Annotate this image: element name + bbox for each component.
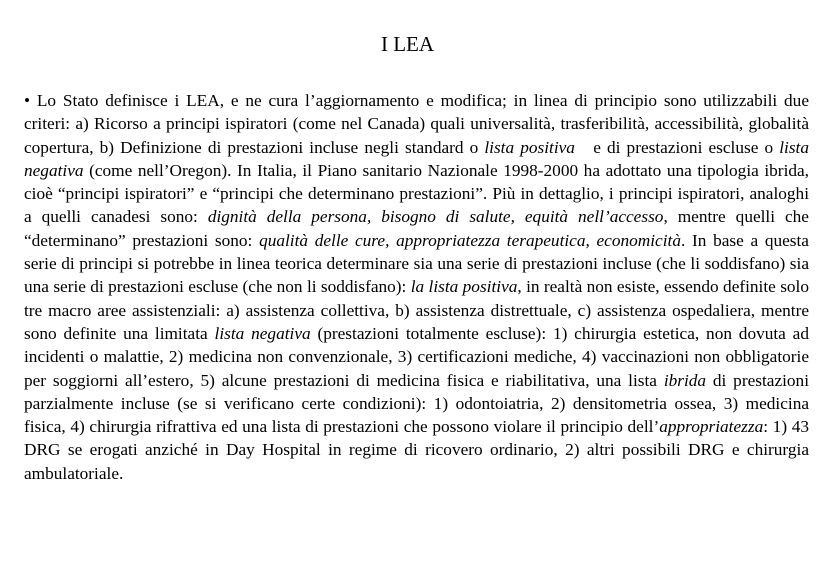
text-run: • Lo Stato definisce i LEA, e ne cura l’aggiornamento e modifica; in linea di principio sono utilizzabili due criteri: a) Ricorso a principi ispiratori (come nel Canada) quali universalità, trasferibilità, accessibilità, globalità copertura, b) Definizione di prestazioni incluse negli standard o xyxy=(24,91,809,157)
italic-run-principi-prestazioni: qualità delle cure, appropriatezza terapeutica, economicità xyxy=(259,230,681,250)
text-run: : 1) 43 DRG se erogati anziché in Day Hospital in regime di ricovero ordinario, 2) altri possibili DRG e chirurgia ambulatoriale. xyxy=(24,417,809,483)
italic-run-lista-positiva: lista positiva xyxy=(484,137,575,157)
text-run: , in realtà non esiste, essendo definite solo tre macro aree assistenziali: a) assistenza collettiva, b) assistenza distrettuale, c) assistenza ospedaliera, mentre sono definite una limitata xyxy=(24,277,810,343)
slide-title: I LEA xyxy=(380,32,435,56)
text-run: di prestazioni parzialmente incluse (se si verificano certe condizioni): 1) odontoiatria, 2) densitometria ossea, 3) medicina fisica, 4) chirurgia rifrattiva ed una lista di prestazioni che possono violare il principio dell’ xyxy=(24,370,810,437)
italic-run-principi-ispiratori: dignità della persona, bisogno di salute, equità nell’accesso xyxy=(207,207,664,227)
text-run: (prestazioni totalmente escluse): 1) chirurgia estetica, non dovuta ad incidenti o malattie, 2) medicina non convenzionale, 3) certificazioni mediche, 4) vaccinazioni non obbligatorie per soggiorni all’estero, 5) alcune prestazioni di medicina fisica e riabilitativa, una lista xyxy=(24,323,809,390)
text-run: , mentre quelli che “determinano” prestazioni sono: xyxy=(24,207,809,250)
body-paragraph xyxy=(24,89,809,485)
text-run: . In base a questa serie di principi si potrebbe in linea teorica determinare sia una serie di prestazioni incluse (che li soddisfano) sia una serie di prestazioni escluse (che non li soddisfano): xyxy=(24,230,809,297)
italic-run-lista-negativa: lista negativa xyxy=(24,137,809,180)
text-run: (come nell’Oregon). In Italia, il Piano sanitario Nazionale 1998-2000 ha adottato una tipologia ibrida, cioè “principi ispiratori” e “principi che determinano prestazioni”. Più in dettaglio, i principi ispiratori, analoghi a quelli canadesi sono: xyxy=(24,160,809,227)
italic-run-appropriatezza: appropriatezza xyxy=(659,417,764,437)
italic-run-lista-negativa-2: lista negativa xyxy=(214,323,311,343)
italic-run-la-lista-positiva: la lista positiva xyxy=(410,277,518,297)
italic-run-ibrida: ibrida xyxy=(663,370,707,390)
text-run: e di prestazioni escluse o xyxy=(574,137,780,157)
